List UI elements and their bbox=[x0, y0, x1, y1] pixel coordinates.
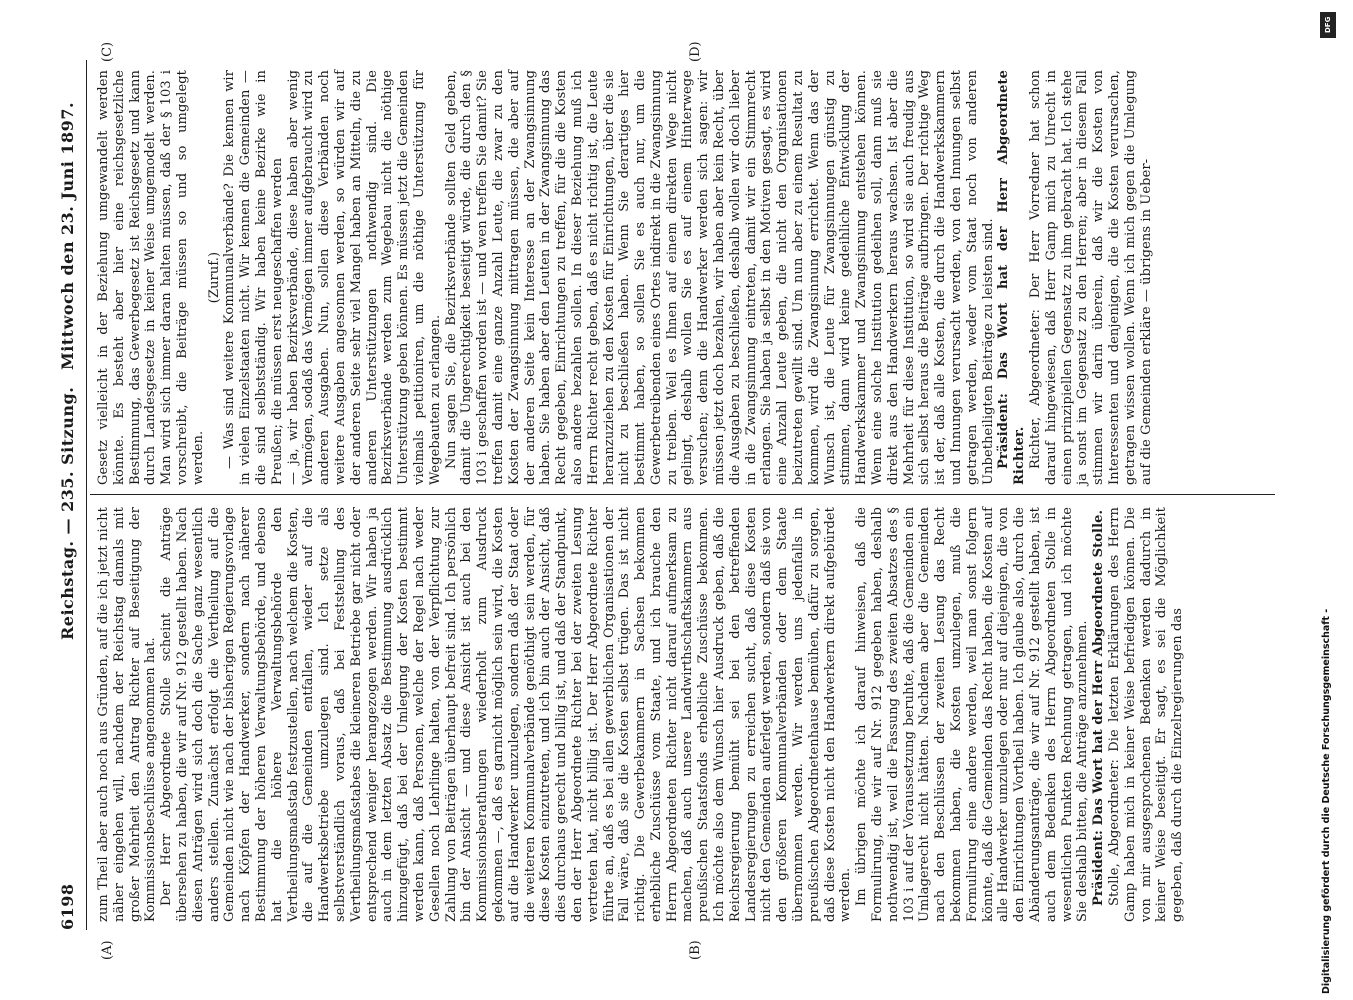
president-remark: Präsident: Das Wort hat der Herr Abgeordnete Stolle. bbox=[1091, 509, 1107, 906]
header-title: Reichstag. — 235. Sitzung. bbox=[58, 386, 77, 640]
page-number: 6198 bbox=[58, 883, 77, 930]
right-paragraph: — ja, wir haben Bezirksverbände, diese haben aber wenig Vermögen, sodaß das Vermögen immer aufgebraucht wird zu anderen Ausgaben. Nun, sollen diese Verbänden noch weitere Ausgaben angesonnen werden, so würden wir auf der anderen Seite sehr viel Mangel haben an Mitteln, die zu anderen Unterstützungen nothwendig sind. Die Bezirksverbände werden zum Wegebau nicht die nöthige Unterstützung geben können. Es müssen jetzt die Gemeinden vielmals petitioniren, um die nöthige Unterstützung für Wegebauten zu erlangen. bbox=[285, 70, 443, 485]
left-paragraph: Der Herr Abgeordnete Stolle scheint die Anträge übersehen zu haben, die wir auf Nr. 912 gestellt haben. Nach diesen Anträgen wird sich doch die Sache ganz wesentlich anders stellen. Zunächst erfolgt die Vertheilung auf die Gemeinden nicht wie nach der bisherigen Regierungsvorlage nach Köpfen der Handwerker, sondern nach näherer Bestimmung der höheren Verwaltungsbehörde, und ebenso hat die höhere Verwaltungsbehörde den Vertheilungsmaßstab festzustellen, nach welchem die Kosten, die auf die Gemeinden entfallen, wieder auf die Handwerksbetriebe umzulegen sind. Ich setze als selbstverständlich voraus, daß bei Feststellung des Vertheilungsmaßstabes die kleineren Betriebe gar nicht oder entsprechend weniger herangezogen werden. Wir haben ja auch in dem letzten Absatz die Bestimmung ausdrücklich hinzugefügt, daß bei der Umlegung der Kosten bestimmt werden kann, daß Personen, welche der Regel nach weder Gesellen noch Lehrlinge halten, von der Verpflichtung zur Zahlung von Beiträgen überhaupt befreit sind. Ich persönlich bin der Ansicht — und diese Ansicht ist auch bei den Kommissionsberathungen wiederholt zum Ausdruck gekommen —, daß es garnicht möglich sein wird, die Kosten auf die Handwerker umzulegen, sondern daß der Staat oder die weiteren Kommunalverbände genöthigt sein werden, für diese Kosten einzutreten, und ich bin auch der Ansicht, daß dies durchaus gerecht und billig ist, und daß der Standpunkt, den der Herr Abgeordnete Richter bei der zweiten Lesung vertreten hat, nicht billig ist. Der Herr Abgeordnete Richter führte an, daß es bei allen gewerblichen Organisationen der Fall wäre, daß sie die Kosten selbst trügen. Das ist nicht richtig. Die Gewerbekammern in Sachsen bekommen erhebliche Zuschüsse vom Staate, und ich brauche den Herrn Abgeordneten Richter nicht darauf aufmerksam zu machen, daß auch unsere Landwirthschaftskammern aus preußischen Staatsfonds erhebliche Zuschüsse bekommen. Ich möchte also dem Wunsch hier Ausdruck geben, daß die Reichsregierung bemüht sei bei den betreffenden Landesregierungen zu erreichen sucht, daß diese Kosten nicht den Gemeinden auferlegt werden, sondern daß sie von den größeren Kommunalverbänden oder dem Staate übernommen werden. Wir werden uns jedenfalls in preußischen Abgeordnetenhause bemühen, dafür zu sorgen, daß diese Kosten nicht den Handwerkern direkt aufgebürdet werden. bbox=[159, 507, 854, 922]
page-header bbox=[58, 60, 84, 930]
richter-speech: Richter, Abgeordneter: Der Herr Vorredner hat schon darauf hingewiesen, daß Herr Gamp mich zu Unrecht in einen prinzipiellen Gegensatz zu ihm gebracht hat. Ich stehe ja sonst im Gegensatz zu den Herren; aber in diesem Fall stimmen wir darin überein, daß wir die Kosten von Interessenten und denjenigen, die die Kosten verursachen, getragen wissen wollen. Wenn ich mich gegen die Umlegung auf die Gemeinden erkläre — übrigens in Ueber- bbox=[1028, 70, 1154, 485]
header-rule bbox=[86, 60, 87, 930]
right-paragraph: Gesetz vielleicht in der Beziehung umgewandelt werden könnte. Es besteht aber hier eine reichsgesetzliche Bestimmung, das Gewerbegesetz ist Reichsgesetz und kann durch Landesgesetze in keiner Weise umgemodelt werden. Man wird sich immer daran halten müssen, daß der § 103 i vorschreibt, die Beiträge müssen so und so umgelegt werden. bbox=[96, 70, 206, 485]
header-date: Mittwoch den 23. Juni 1897. bbox=[58, 101, 77, 370]
margin-mark-d: (D) bbox=[688, 41, 703, 62]
interjection: (Zuruf.) bbox=[206, 251, 222, 304]
right-paragraph: Nun sagen Sie, die Bezirksverbände sollten Geld geben, damit die Ungerechtigkeit beseitigt würde, die durch den § 103 i geschaffen worden ist — und wen treffen Sie damit? Sie treffen damit eine ganze Anzahl Leute, die zwar zu den Kosten der Zwangsinnung mittragen müssen, die aber auf der anderen Seite kein Interesse an der Zwangsinnung haben. Sie haben aber den Leuten in der Zwangsinnung das Recht gegeben, Einrichtungen zu treffen, für die die Kosten also andere bezahlen sollen. In dieser Beziehung muß ich Herrn Richter recht geben, daß es nicht richtig ist, die Leute heranzuziehen zu den Kosten für Einrichtungen, über die sie nicht zu beschließen haben. Wenn Sie derartiges hier bestimmt haben, so sollen Sie es auch nur, um die Gewerbetreibenden eines Ortes indirekt in die Zwangsinnung zu treiben. Weil es Ihnen auf einem direkten Wege nicht gelingt, deshalb wollen Sie es auf einem Hinterwege versuchen; denn die Handwerker werden sich sagen: wir müssen jetzt doch bezahlen, wir haben aber kein Recht, über die Ausgaben zu beschließen, deshalb wollen wir doch lieber in die Zwangsinnung eintreten, damit wir ein Stimmrecht erlangen. Sie haben ja selbst in den Motiven gesagt, es wird eine Anzahl Leute geben, die nicht den Organisationen beizutreten gewillt sind. Um nun aber zu einem Resultat zu kommen, wird die Zwangsinnung errichtet. Wenn das der Wunsch ist, die Leute für Zwangsinnungen günstig zu stimmen, dann wird keine gedeihliche Entwicklung der Handwerkskammer und Zwangsinnung entstehen können. Wenn eine solche Institution gedeihen soll, dann muß sie direkt aus den Handwerkern heraus wachsen. Ist aber die Mehrheit für diese Institution, so wird sie auch freudig aus sich selbst heraus die Beiträge aufbringen. Der richtige Weg ist der, daß alle Kosten, die durch die Handwerkskammern und Innungen verursacht werden, von den Innungen selbst getragen werden, weder vom Staat noch von anderen Unbetheiligten Beiträge zu leisten sind. bbox=[443, 70, 996, 485]
right-paragraph: — Was sind weitere Kommunalverbände? Die kennen wir in vielen Einzelstaaten nicht. Wir kennen die Gemeinden — die sind selbstständig. Wir haben keine Bezirke wie in Preußen; die müssen erst neugeschaffen werden bbox=[222, 70, 285, 485]
left-paragraph: zum Theil aber auch noch aus Gründen, auf die ich jetzt nicht näher eingehen will, nachdem der Reichstag damals mit großer Mehrheit den Antrag Richter auf Beseitigung der Kommissionsbeschlüsse angenommen hat. bbox=[96, 507, 159, 922]
dfg-credit-text: Digitalisierung gefördert durch die Deutsche Forschungsgemeinschaft - bbox=[1321, 608, 1332, 994]
left-paragraph: Im übrigen möchte ich darauf hinweisen, daß die Formulirung, die wir auf Nr. 912 gegeben haben, deshalb nothwendig ist, weil die Fassung des zweiten Absatzes des § 103 i auf der Voraussetzung beruhte, daß die Gemeinden ein Umlagerecht nicht hätten. Nachdem aber die Gemeinden nach den Beschlüssen der zweiten Lesung das Recht bekommen haben, die Kosten umzulegen, muß die Formulirung eine andere werden, weil man sonst folgern könnte, daß die Gemeinden das Recht haben, die Kosten auf alle Handwerker umzulegen oder nur auf diejenigen, die von den Einrichtungen Vortheil haben. Ich glaube also, durch die Abänderungsanträge, die wir auf Nr. 912 gestellt haben, ist auch dem Bedenken des Herrn Abgeordneten Stolle in wesentlichen Punkten Rechnung getragen, und ich möchte Sie deshalb bitten, die Anträge anzunehmen. bbox=[854, 507, 1091, 922]
margin-mark-c: (C) bbox=[100, 41, 115, 62]
right-column bbox=[96, 70, 1154, 485]
margin-mark-a: (A) bbox=[100, 940, 115, 960]
stolle-speech: Stolle, Abgeordneter: Die letzten Erklärungen des Herrn Gamp haben mich in keiner Weise befriedigen können. Die von mir ausgesprochenen Bedenken werden dadurch in keiner Weise beseitigt. Er sagt, es sei die Möglichkeit gegeben, daß durch die Einzelregierungen das bbox=[1107, 507, 1186, 922]
president-remark: Präsident: Das Wort hat der Herr Abgeordnete Richter. bbox=[996, 70, 1028, 485]
left-column bbox=[96, 507, 1186, 922]
column-divider bbox=[90, 494, 1275, 495]
digitization-stamp bbox=[1312, 6, 1342, 994]
dfg-logo: DFG bbox=[1320, 12, 1336, 38]
margin-mark-b: (B) bbox=[688, 940, 703, 960]
